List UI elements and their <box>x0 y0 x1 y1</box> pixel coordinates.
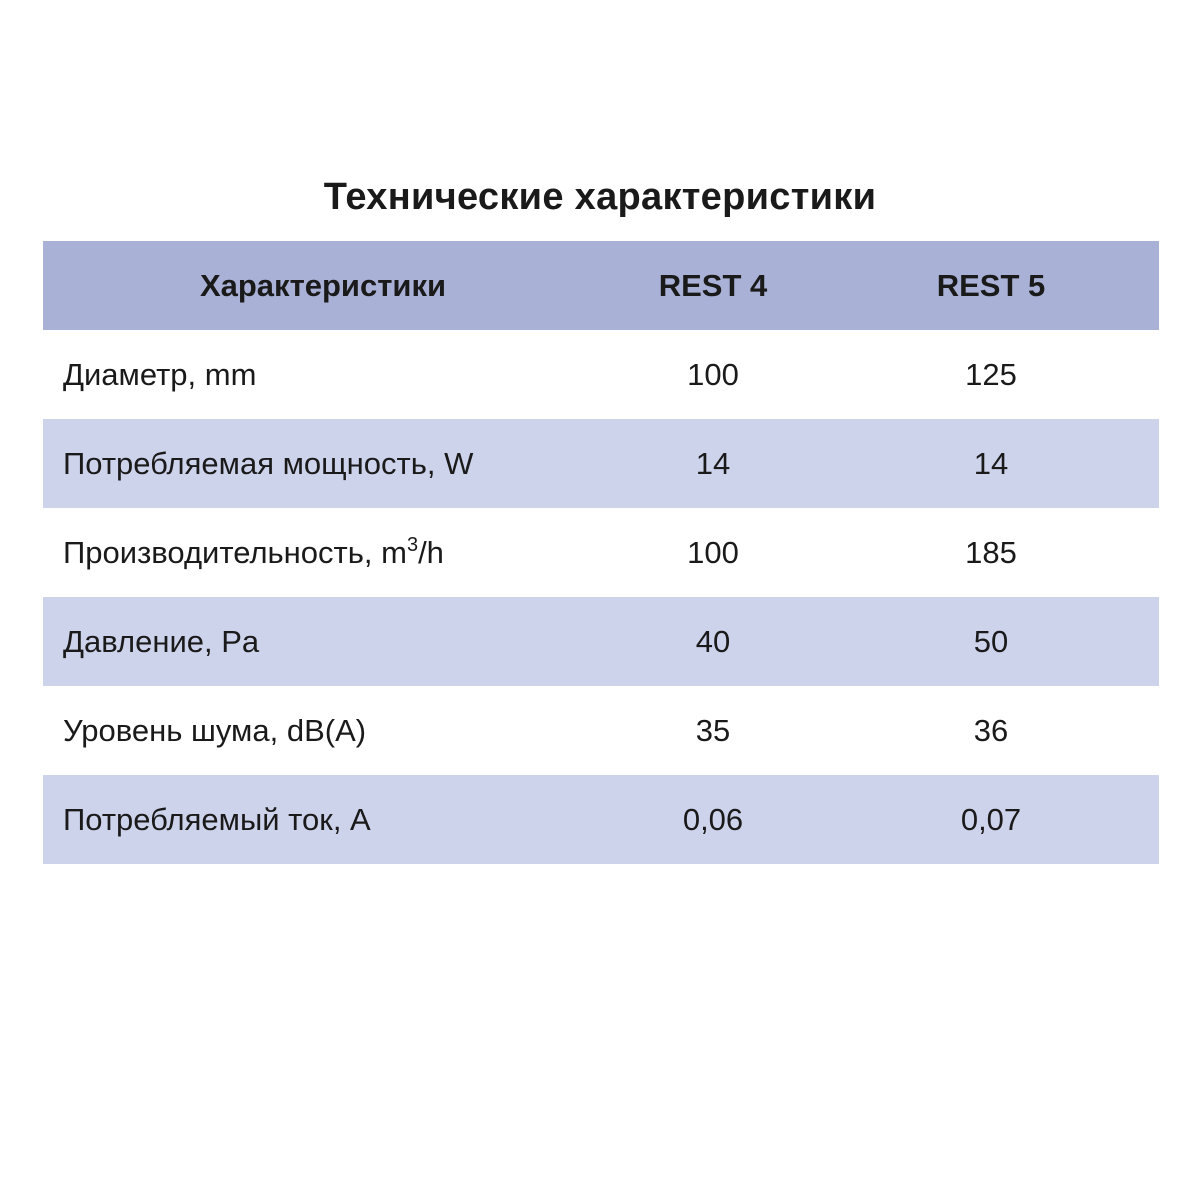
page-title: Технические характеристики <box>323 176 877 218</box>
row-label: Потребляемая мощность, W <box>63 445 474 481</box>
header-characteristics: Характеристики <box>199 267 447 303</box>
table-row <box>43 330 1159 419</box>
row-value-rest4: 40 <box>695 623 731 659</box>
row-label: Давление, Pa <box>63 623 260 659</box>
row-label: Диаметр, mm <box>63 356 257 392</box>
unit-tail: /h <box>418 534 444 570</box>
row-label: Потребляемый ток, A <box>63 801 371 837</box>
row-value-rest5: 14 <box>973 445 1009 481</box>
row-value-rest4: 100 <box>687 356 739 392</box>
row-value-rest5: 0,07 <box>960 801 1022 837</box>
row-value-rest4: 35 <box>695 712 731 748</box>
row-value-rest4: 100 <box>687 534 739 570</box>
row-value-rest4: 0,06 <box>682 801 744 837</box>
row-value-rest4: 14 <box>695 445 731 481</box>
table-row <box>43 508 1159 597</box>
unit-superscript: 3 <box>406 533 419 556</box>
row-value-rest5: 50 <box>973 623 1009 659</box>
row-value-rest5: 36 <box>973 712 1009 748</box>
table-row <box>43 597 1159 686</box>
row-value-rest5: 185 <box>965 534 1017 570</box>
row-label: Производительность, $m^3/h$ <box>63 533 444 570</box>
spec-table <box>43 241 1159 864</box>
table-row <box>43 686 1159 775</box>
row-label: Уровень шума, dB(A) <box>63 712 367 748</box>
header-rest5: REST 5 <box>936 267 1046 303</box>
header-rest4: REST 4 <box>658 267 768 303</box>
table-row <box>43 419 1159 508</box>
table-header-row <box>43 241 1159 330</box>
row-value-rest5: 125 <box>965 356 1017 392</box>
table-row <box>43 775 1159 864</box>
